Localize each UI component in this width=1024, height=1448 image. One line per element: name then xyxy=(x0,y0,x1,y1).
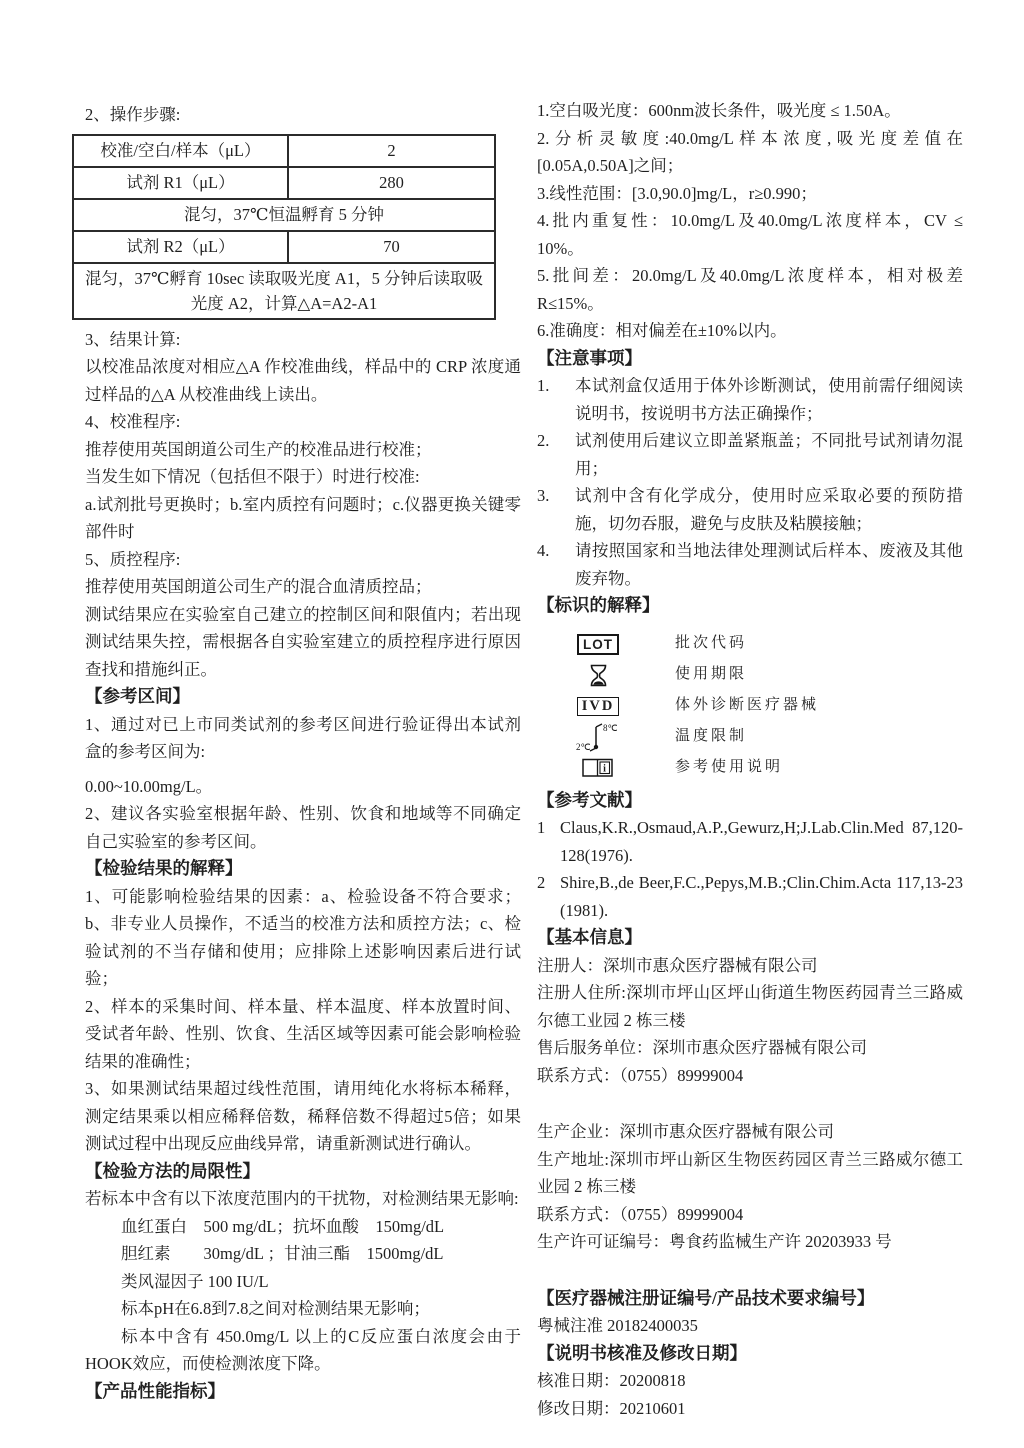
paragraph: 联系方式：（0755）89999004 xyxy=(537,1065,744,1085)
right-column-blocks-bottom xyxy=(537,787,963,1423)
section-heading: 【医疗器械注册证编号/产品技术要求编号】 xyxy=(537,1287,875,1308)
table-row xyxy=(73,263,495,319)
symbols-legend xyxy=(537,629,963,784)
paragraph: 生产许可证编号：粤食药监械生产许 20203933 号 xyxy=(537,1232,892,1251)
paragraph: 粤械注准 20182400035 xyxy=(537,1316,698,1335)
table-cell-value: 70 xyxy=(288,231,495,263)
symbol-row-lot xyxy=(537,629,963,660)
operation-steps-table xyxy=(72,134,496,320)
paragraph xyxy=(537,537,963,592)
symbol-label: 温度限制 xyxy=(675,728,748,745)
paragraph: 3、如果测试结果超过线性范围，请用纯化水将标本稀释，测定结果乘以相应稀释倍数，稀释倍数不得超过5倍；如果测试过程中出现反应曲线异常，请重新测试进行确认。 xyxy=(85,1079,521,1153)
section-heading: 【说明书核准及修改日期】 xyxy=(537,1342,747,1363)
table-row xyxy=(73,135,495,167)
table-cell-label: 试剂 R1（μL） xyxy=(73,167,288,199)
paragraph: 4、校准程序: xyxy=(85,412,181,431)
list-number: 1. xyxy=(537,376,550,395)
paragraph: 6.准确度：相对偏差在±10%以内。 xyxy=(537,321,787,340)
paragraph: 1、可能影响检验结果的因素：a、检验设备不符合要求；b、非专业人员操作，不适当的校准方法和质控方法；c、检验试剂的不当存储和使用；应排除上述影响因素后进行试验； xyxy=(85,886,521,988)
section-heading: 【产品性能指标】 xyxy=(85,1380,225,1401)
paragraph xyxy=(537,814,963,869)
paragraph: 以校准品浓度对相应△A 作校准曲线，样品中的 CRP 浓度通过样品的△A 从校准曲线上读出。 xyxy=(85,357,521,404)
paragraph xyxy=(537,482,963,537)
paragraph: 注册人住所:深圳市坪山区坪山街道生物医药园青兰三路威尔德工业园 2 栋三楼 xyxy=(537,983,963,1030)
paragraph xyxy=(537,869,963,924)
list-number: 3. xyxy=(537,486,550,505)
ivd-icon-text: IVD xyxy=(577,697,620,716)
symbol-row-ivd xyxy=(537,691,963,722)
section-heading: 【基本信息】 xyxy=(537,927,642,947)
paragraph: 推荐使用英国朗道公司生产的混合血清质控品； xyxy=(85,577,432,596)
temperature-limit-icon xyxy=(567,722,629,752)
paragraph xyxy=(537,1089,963,1118)
paragraph: 1.空白吸光度：600nm波长条件，吸光度 ≤ 1.50A。 xyxy=(537,101,901,120)
paragraph: 3.线性范围：[3.0,90.0]mg/L，r≥0.990； xyxy=(537,183,817,203)
symbol-row-instructions xyxy=(537,753,963,784)
paragraph: 3、结果计算: xyxy=(85,329,181,349)
section-heading: 【参考区间】 xyxy=(85,686,190,706)
list-text: 试剂使用后建议立即盖紧瓶盖；不同批号试剂请勿混用； xyxy=(575,431,963,478)
paragraph: 2、样本的采集时间、样本量、样本温度、样本放置时间、受试者年龄、性别、饮食、生活区域等因素可能会影响检验结果的准确性； xyxy=(85,996,521,1071)
paragraph: 售后服务单位：深圳市惠众医疗器械有限公司 xyxy=(537,1038,867,1057)
table-row xyxy=(73,231,495,263)
symbol-label: 体外诊断医疗器械 xyxy=(675,697,820,714)
paragraph: 血红蛋白 500 mg/dL；抗坏血酸 150mg/dL xyxy=(121,1216,445,1236)
list-number: 1 xyxy=(537,818,546,837)
paragraph: 测试结果应在实验室自己建立的控制区间和限值内；若出现测试结果失控，需根据各自实验室建立的质控程序进行原因查找和措施纠正。 xyxy=(85,604,521,679)
section-heading: 【注意事项】 xyxy=(537,347,642,368)
symbol-label: 批次代码 xyxy=(675,635,748,652)
left-column-blocks xyxy=(85,326,521,1406)
symbol-row-expiry xyxy=(537,660,963,691)
paragraph xyxy=(537,427,963,482)
list-number: 2. xyxy=(537,431,550,450)
operation-steps-title: 2、操作步骤: xyxy=(85,105,181,124)
list-text: Shire,B.,de Beer,F.C.,Pepys,M.B.;Clin.Chim.Acta 117,13-23 (1981). xyxy=(560,873,963,920)
paragraph: 标本pH在6.8到7.8之间对检测结果无影响； xyxy=(121,1299,430,1318)
paragraph: 推荐使用英国朗道公司生产的校准品进行校准； xyxy=(85,439,432,459)
paragraph: 2、建议各实验室根据年龄、性别、饮食和地域等不同确定自己实验室的参考区间。 xyxy=(85,804,521,851)
temperature-high-text: 8℃ xyxy=(603,723,618,733)
paragraph: 修改日期：20210601 xyxy=(537,1398,686,1418)
section-heading: 【检验结果的解释】 xyxy=(85,858,243,878)
paragraph: 类风湿因子 100 IU/L xyxy=(121,1271,269,1291)
list-text: 试剂中含有化学成分，使用时应采取必要的预防措施，切勿吞服，避免与皮肤及粘膜接触； xyxy=(575,486,963,533)
list-text: 本试剂盒仅适用于体外诊断测试，使用前需仔细阅读说明书，按说明书方法正确操作； xyxy=(575,376,963,423)
left-column xyxy=(85,101,521,1405)
paragraph: 1、通过对已上市同类试剂的参考区间进行验证得出本试剂盒的参考区间为: xyxy=(85,714,521,761)
paragraph: 若标本中含有以下浓度范围内的干扰物，对检测结果无影响: xyxy=(85,1189,519,1208)
section-heading: 【参考文献】 xyxy=(537,789,642,810)
table-span-row: 混匀，37℃孵育 10sec 读取吸光度 A1，5 分钟后读取吸光度 A2，计算△A=A2-A1 xyxy=(73,263,495,319)
lot-icon-text: LOT xyxy=(577,634,619,655)
symbol-row-temperature xyxy=(537,722,963,753)
list-number: 4. xyxy=(537,541,550,560)
paragraph: 联系方式：（0755）89999004 xyxy=(537,1204,744,1224)
paragraph: 0.00~10.00mg/L。 xyxy=(85,776,213,796)
paragraph: 当发生如下情况（包括但不限于）时进行校准: xyxy=(85,467,420,486)
list-number: 2 xyxy=(537,873,546,892)
table-cell-label: 校准/空白/样本（μL） xyxy=(73,135,288,167)
paragraph: 生产地址:深圳市坪山新区生物医药园区青兰三路威尔德工业园 2 栋三楼 xyxy=(537,1149,963,1196)
section-heading: 【检验方法的局限性】 xyxy=(85,1160,260,1181)
paragraph: 5、质控程序: xyxy=(85,549,181,569)
ivd-icon xyxy=(567,697,629,716)
paragraph: 4.批内重复性：10.0mg/L及40.0mg/L浓度样本，CV ≤ 10%。 xyxy=(537,211,963,258)
paragraph: 标本中含有 450.0mg/L 以上的C反应蛋白浓度会由于HOOK效应，而使检测浓度下降。 xyxy=(85,1326,521,1373)
table-cell-value: 2 xyxy=(288,135,495,167)
consult-instructions-icon xyxy=(567,758,629,778)
paragraph xyxy=(537,1256,963,1285)
right-column-blocks-top xyxy=(537,97,963,620)
lot-icon xyxy=(567,634,629,655)
paragraph: 注册人：深圳市惠众医疗器械有限公司 xyxy=(537,955,818,975)
table-row xyxy=(73,199,495,231)
svg-text:i: i xyxy=(603,763,606,775)
section-heading: 【标识的解释】 xyxy=(537,595,660,615)
symbol-label: 使用期限 xyxy=(675,666,748,683)
paragraph xyxy=(537,372,963,427)
temperature-low-text: 2℃ xyxy=(576,742,591,752)
paragraph: 核准日期：20200818 xyxy=(537,1371,686,1390)
list-text: Claus,K.R.,Osmaud,A.P.,Gewurz,H;J.Lab.Clin.Med 87,120-128(1976). xyxy=(560,818,963,865)
table-row xyxy=(73,167,495,199)
table-cell-value: 280 xyxy=(288,167,495,199)
symbol-label: 参考使用说明 xyxy=(675,759,784,776)
right-column xyxy=(537,97,963,1422)
paragraph: 2.分析灵敏度:40.0mg/L样本浓度,吸光度差值在[0.05A,0.50A]之间； xyxy=(537,128,963,175)
paragraph: 胆红素 30mg/dL ；甘油三酯 1500mg/dL xyxy=(121,1244,444,1263)
hourglass-icon xyxy=(567,664,629,687)
table-span-row: 混匀，37℃恒温孵育 5 分钟 xyxy=(73,199,495,231)
paragraph: 5.批间差：20.0mg/L及40.0mg/L浓度样本，相对极差R≤15%。 xyxy=(537,266,963,313)
paragraph: 生产企业：深圳市惠众医疗器械有限公司 xyxy=(537,1122,834,1141)
paragraph: a.试剂批号更换时；b.室内质控有问题时；c.仪器更换关键零部件时 xyxy=(85,494,521,541)
list-text: 请按照国家和当地法律处理测试后样本、废液及其他废弃物。 xyxy=(575,541,963,588)
table-cell-label: 试剂 R2（μL） xyxy=(73,231,288,263)
